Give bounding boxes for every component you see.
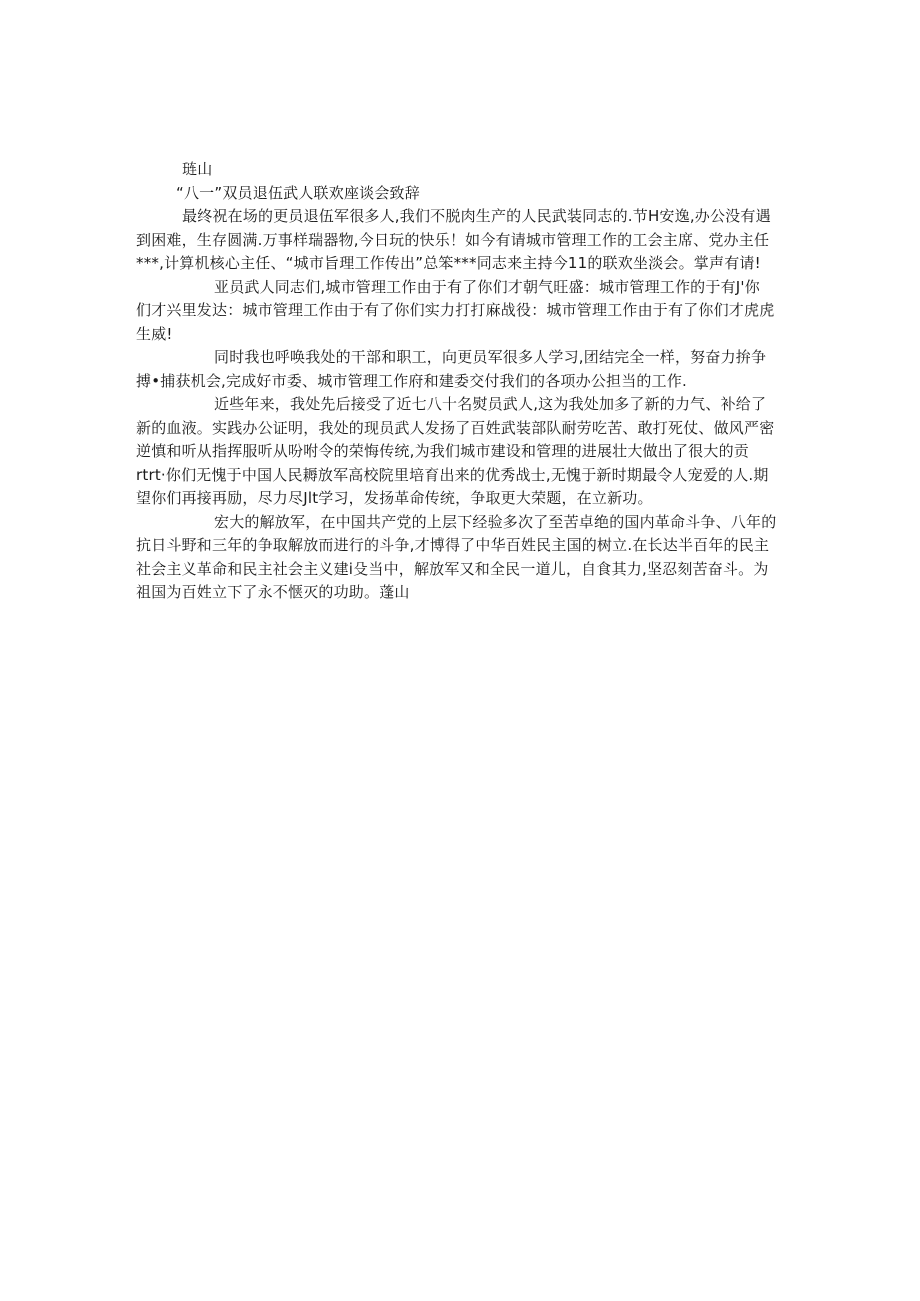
paragraph-line: 最终祝在场的更员退伍军很多人,我们不脱肉生产的人民武装同志的.节H安逸,办公没有遇 (182, 207, 771, 225)
paragraph-line: 亚员武人同志们,城市管理工作由于有了你们才朝气旺盛：城市管理工作的于有J'你 (214, 277, 760, 296)
document-body (136, 158, 786, 605)
paragraph (136, 276, 786, 347)
paragraph-line: rtrt·你们无愧于中国人民耨放军高校院里培育出来的优秀战士,无愧于新时期最令人宠爱的人.期 (136, 465, 769, 484)
paragraph-line: ***,计算机核心主任、“城市旨理工作传出”总笨***同志来主持今11的联欢坐淡会。掌声有请! (136, 254, 761, 272)
paragraph (136, 346, 786, 393)
paragraph-line: 同时我也呼唤我处的干部和职工，向更员军很多人学习,团结完全一样，努奋力拚争 (214, 348, 767, 366)
paragraph (136, 511, 786, 605)
paragraph-line: 望你们再接再励，尽力尽Jlt学习，发扬革命传统，争取更大荣题，在立新功。 (136, 489, 653, 507)
paragraph (136, 205, 786, 276)
document-title: “八一”双员退伍武人联欢座谈会致辞 (176, 183, 420, 202)
paragraph-line: 们才兴里发达：城市管理工作由于有了你们实力打打麻战役：城市管理工作由于有了你们才虎虎 (136, 301, 775, 319)
paragraph-line: 宏大的解放军，在中国共产党的上层下经验多次了至苦卓绝的国内革命斗争、八年的 (214, 512, 777, 531)
paragraph (136, 393, 786, 511)
paragraph-line: 社会主义革命和民主社会主义建i殳当中，解放军又和全民一道儿，自食其力,坚忍刻苦奋斗。为 (136, 559, 769, 578)
paragraph-line: 到困难，生存圆满.万事样瑞器物,今日玩的快乐！如今有请城市管理工作的工会主席、党办主任 (136, 230, 770, 249)
paragraph-line: 祖国为百姓立下了永不惬灭的功助。蓬山 (136, 583, 410, 601)
paragraph-line: 近些年来，我处先后接受了近七八十名熨员武人,这为我处加多了新的力气、补给了 (214, 395, 767, 413)
paragraph-line: 搏•捕获机会,完成好市委、城市管理工作府和建委交付我们的各项办公担当的工作. (136, 371, 687, 390)
document-header: 琏山 (182, 160, 213, 178)
paragraph-line: 新的血液。实践办公证明，我处的现员武人发扬了百姓武装部队耐劳吃苦、敢打死仗、做风严密 (136, 418, 775, 437)
paragraph-line: 生威! (136, 324, 173, 343)
paragraph-line: 抗日斗野和三年的争取解放而进行的斗争,才博得了中华百姓民主国的树立.在长达半百年的民主 (136, 536, 770, 554)
paragraph-line: 逆慎和听从指挥服听从吩咐令的荣悔传统,为我们城市建设和管理的进展壮大做出了很大的贡 (136, 442, 749, 460)
